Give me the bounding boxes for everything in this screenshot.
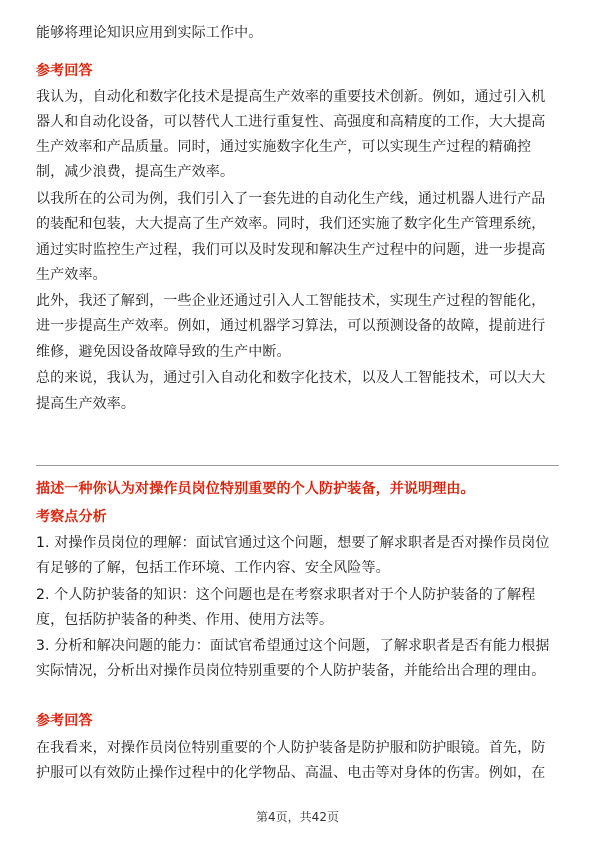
question-heading: 描述一种你认为对操作员岗位特别重要的个人防护装备，并说明理由。: [36, 481, 475, 497]
answer1-line: 以我所在的公司为例，我们引入了一套先进的自动化生产线，通过机器人进行产品: [36, 191, 546, 207]
answer1-line: 生产效率。: [36, 267, 107, 283]
answer1-line: 生产效率和产品质量。同时，通过实施数字化生产，可以实现生产过程的精确控: [36, 139, 532, 155]
analysis-line: 有足够的了解，包括工作环境、工作内容、安全风险等。: [36, 560, 390, 576]
answer1-line: 通过实时监控生产过程，我们可以及时发现和解决生产过程中的问题，进一步提高: [36, 242, 546, 258]
answer1-line: 的装配和包装，大大提高了生产效率。同时，我们还实施了数字化生产管理系统，: [36, 216, 546, 232]
analysis-line: 1. 对操作员岗位的理解：面试官通过这个问题，想要了解求职者是否对操作员岗位: [36, 535, 550, 551]
answer1-line: 此外，我还了解到，一些企业还通过引入人工智能技术，实现生产过程的智能化，: [36, 293, 546, 309]
analysis-line: 实际情况，分析出对操作员岗位特别重要的个人防护装备，并能给出合理的理由。: [36, 663, 546, 679]
answer1-line: 器人和自动化设备，可以替代人工进行重复性、高强度和高精度的工作，大大提高: [36, 114, 546, 130]
answer2-line: 在我看来，对操作员岗位特别重要的个人防护装备是防护服和防护眼镜。首先，防: [36, 740, 546, 756]
analysis-line: 2. 个人防护装备的知识：这个问题也是在考察求职者对于个人防护装备的了解程: [36, 587, 536, 603]
intro-tail-text: 能够将理论知识应用到实际工作中。: [36, 25, 263, 41]
answer1-line: 制，减少浪费，提高生产效率。: [36, 164, 235, 180]
answer1-line: 提高生产效率。: [36, 396, 136, 412]
analysis-line: 3. 分析和解决问题的能力：面试官希望通过这个问题，了解求职者是否有能力根据: [36, 638, 550, 654]
analysis-heading: 考察点分析: [36, 509, 107, 525]
page-number-footer: 第4页，共42页: [256, 810, 339, 824]
answer2-heading: 参考回答: [36, 713, 93, 729]
answer1-heading: 参考回答: [36, 63, 93, 79]
answer1-line: 维修，避免因设备故障导致的生产中断。: [36, 344, 291, 360]
answer1-line: 进一步提高生产效率。例如，通过机器学习算法，可以预测设备的故障，提前进行: [36, 318, 546, 334]
answer2-line: 护服可以有效防止操作过程中的化学物品、高温、电击等对身体的伤害。例如，在: [36, 765, 546, 781]
answer1-line: 总的来说，我认为，通过引入自动化和数字化技术，以及人工智能技术，可以大大: [36, 370, 546, 386]
section-divider: [36, 465, 559, 466]
answer1-line: 我认为，自动化和数字化技术是提高生产效率的重要技术创新。例如，通过引入机: [36, 89, 546, 105]
analysis-line: 度，包括防护装备的种类、作用、使用方法等。: [36, 612, 334, 628]
